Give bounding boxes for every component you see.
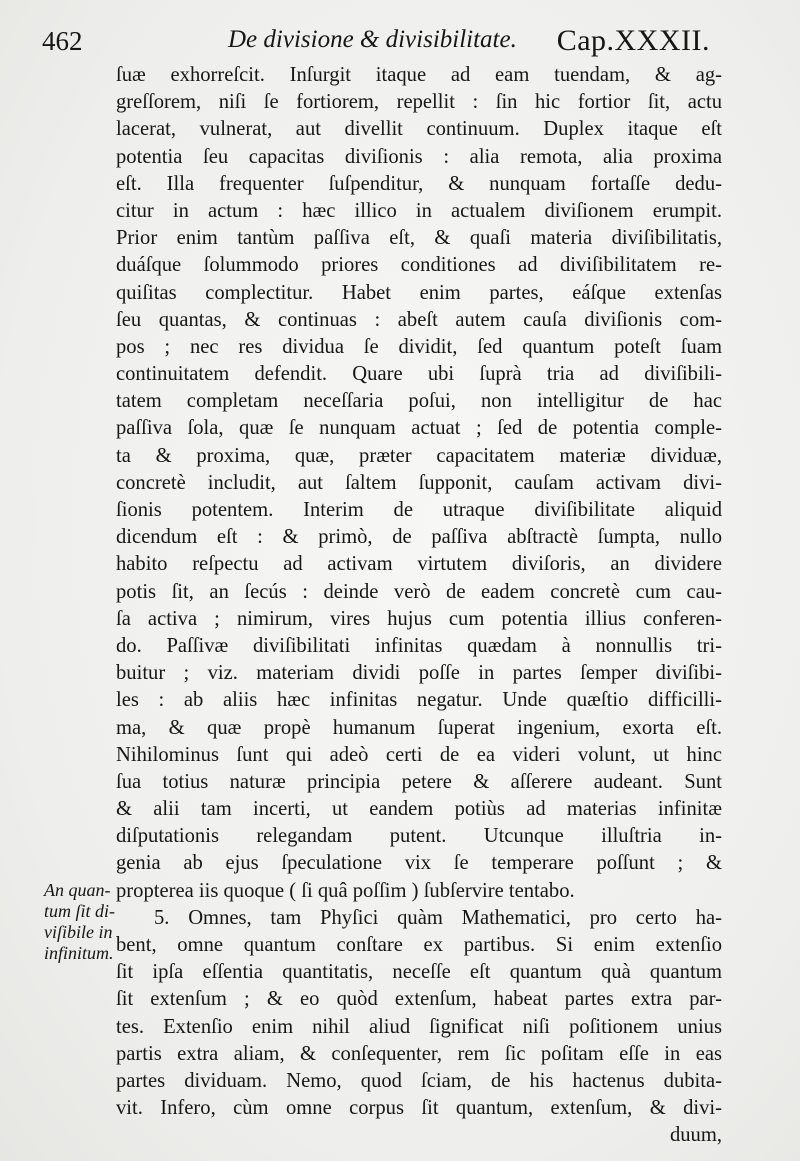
text-line: diſputationis relegandam putent. Utcunque illuſtria in- [116,825,722,848]
text-line: Prior enim tantùm paſſiva eſt, & quaſi materia diviſibilitatis, [116,227,722,250]
page-number: 462 [42,26,83,56]
text-line: ſionis potentem. Interim de utraque diviſibilitate aliquid [116,499,722,521]
text-line: potentia ſeu capacitas diviſionis : alia remota, alia proxima [116,145,722,168]
text-line: partis extra aliam, & conſequenter, rem ſic poſitam eſſe in eas [116,1042,722,1065]
text-line: ſa activa ; nimirum, vires hujus cum potentia illius conferen- [116,607,722,630]
catchword: duum, [669,1124,722,1147]
text-line: ſeu quantas, & continuas : abeſt autem cauſa diviſionis com- [116,308,722,331]
text-line: paſſiva ſola, quæ ſe nunquam actuat ; ſed de potentia comple- [116,417,722,440]
text-line: ſit ipſa eſſentia quantitatis, neceſſe eſt quantum quà quantum [116,961,722,984]
text-line: ma, & quæ propè humanum ſuperat ingenium, exorta eſt. [116,716,722,739]
text-line: Nihilominus ſunt qui adeò certi de ea videri volunt, ut hinc [116,743,722,766]
chapter-label: Cap.XXXII. [556,24,710,57]
text-line: habito reſpectu ad activam virtutem diviſoris, an dividere [116,553,722,576]
marginal-note-line: tum ſit di- [44,901,115,921]
text-line: bent, omne quantum conſtare ex partibus. Si enim extenſio [116,934,722,956]
marginal-note [44,880,124,964]
text-line: ta & proxima, quæ, præter capacitatem materiæ dividuæ, [116,444,722,467]
text-line: partes dividuam. Nemo, quod ſciam, de his hactenus dubita- [116,1069,722,1092]
text-line: lacerat, vulnerat, aut divellit continuum. Duplex itaque eſt [116,118,722,141]
text-line: propterea iis quoque ( ſi quâ poſſim ) ſubſervire tentabo. [116,879,575,902]
section-start-line: 5. Omnes, tam Phyſici quàm Mathematici, pro certo ha- [154,906,722,929]
text-line: pos ; nec res dividua ſe dividit, ſed quantum poteſt ſuam [116,335,722,358]
text-line: & alii tam incerti, ut eandem potiùs ad materias infinitæ [116,798,722,821]
text-line: dicendum eſt : & primò, de paſſiva abſtractè ſumpta, nullo [116,526,722,549]
text-line: ſuæ exhorreſcit. Inſurgit itaque ad eam tuendam, & ag- [116,64,722,86]
text-line: duáſque ſolummodo priores conditiones ad diviſibilitatem re- [116,254,722,277]
text-line: continuitatem defendit. Quare ubi ſuprà tria ad diviſibili- [116,363,722,386]
marginal-note-line: viſibile in [44,922,113,942]
text-line: ſit extenſum ; & eo quòd extenſum, habeat partes extra par- [116,988,722,1011]
text-line: concretè includit, aut ſaltem ſupponit, cauſam activam divi- [116,471,722,494]
text-line: buitur ; viz. materiam dividi poſſe in partes ſemper diviſibi- [116,662,722,685]
text-line: citur in actum : hæc illico in actualem diviſionem erumpit. [116,199,722,222]
running-title: De divisione & divisibilitate. [228,26,517,53]
text-line: les : ab aliis hæc infinitas negatur. Unde quæſtio difficilli- [116,689,722,712]
text-line: tes. Extenſio enim nihil aliud ſignificat niſi poſitionem unius [116,1015,722,1038]
marginal-note-line: An quan- [44,880,111,900]
text-line: quiſitas complectitur. Habet enim partes, eáſque extenſas [116,281,722,304]
text-line: tatem completam neceſſaria poſui, non intelligitur de hac [116,390,722,413]
body-text [116,62,722,1150]
text-line: genia ab ejus ſpeculatione vix ſe temperare poſſunt ; & [116,852,722,875]
text-line: vit. Infero, cùm omne corpus ſit quantum, extenſum, & divi- [116,1097,722,1120]
page-header [42,22,710,62]
text-line: ſua totius naturæ principia petere & aſſerere audeant. Sunt [116,770,722,793]
marginal-note-line: infinitum. [44,943,114,963]
text-line: eſt. Illa frequenter ſuſpenditur, & nunquam fortaſſe dedu- [116,172,722,195]
text-line: potis ſit, an ſecús : deinde verò de eadem concretè cum cau- [116,580,722,603]
text-line: greſſorem, niſi ſe fortiorem, repellit : ſin hic fortior ſit, actu [116,91,722,114]
text-line: do. Paſſivæ diviſibilitati infinitas quædam à nonnullis tri- [116,634,722,657]
